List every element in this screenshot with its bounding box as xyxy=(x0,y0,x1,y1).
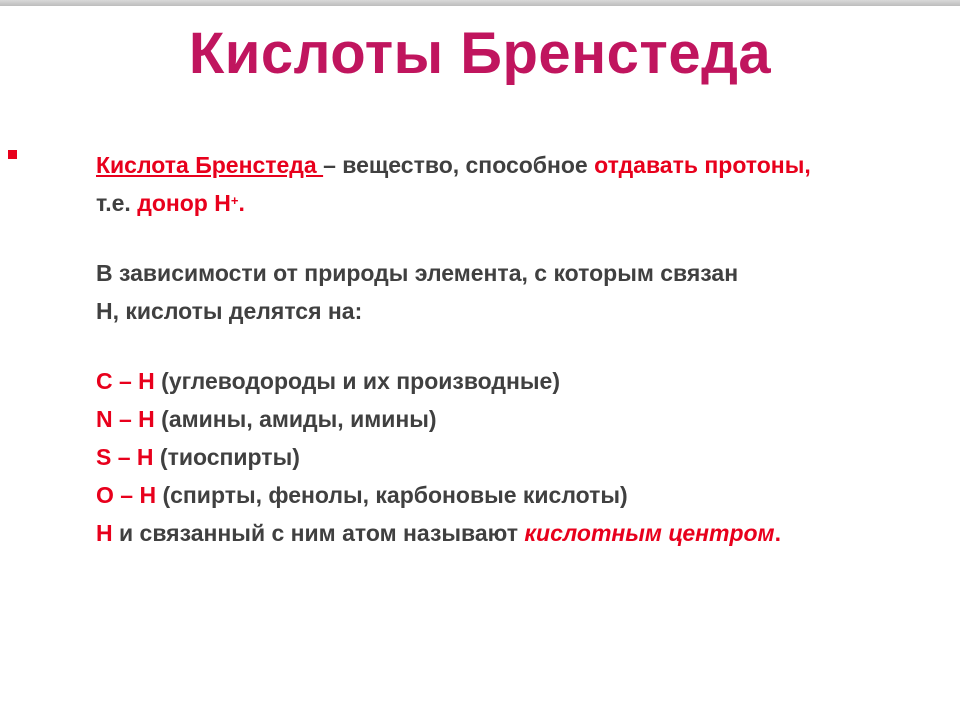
acid-type-row xyxy=(96,476,956,514)
conclusion-line xyxy=(96,514,956,552)
donor-text: донор Н xyxy=(137,190,231,216)
donor-end: . xyxy=(238,190,245,216)
dependence-line-1: В зависимости от природы элемента, с которым связан xyxy=(96,260,739,286)
top-bar xyxy=(0,0,960,6)
bullet-square-icon xyxy=(8,150,17,159)
definition-term: Кислота Бренстеда xyxy=(96,152,324,178)
conclusion-end: . xyxy=(774,520,781,546)
definition-line-1 xyxy=(96,146,956,184)
acid-type-desc: (амины, амиды, имины) xyxy=(154,406,437,432)
acid-type-row xyxy=(96,362,956,400)
acid-type-bond: S – Н xyxy=(96,444,154,470)
acid-center-term: кислотным центром xyxy=(524,520,775,546)
spacer xyxy=(96,330,956,362)
acid-type-desc: (углеводороды и их производные) xyxy=(154,368,560,394)
conclusion-middle: и связанный с ним атом называют xyxy=(112,520,525,546)
slide-title: Кислоты Бренстеда xyxy=(188,21,772,86)
definition-highlight: отдавать протоны, xyxy=(594,152,811,178)
acid-type-row xyxy=(96,400,956,438)
acid-type-bond: О – Н xyxy=(96,482,157,508)
acid-type-row xyxy=(96,438,956,476)
donor-superscript: + xyxy=(230,193,239,208)
acid-type-bond: N – Н xyxy=(96,406,155,432)
conclusion-h: Н xyxy=(96,520,113,546)
definition-dash-text: – вещество, способное xyxy=(323,152,595,178)
acid-type-desc: (спирты, фенолы, карбоновые кислоты) xyxy=(156,482,628,508)
definition-line-2 xyxy=(96,184,956,222)
slide-body xyxy=(96,146,956,552)
acid-type-desc: (тиоспирты) xyxy=(153,444,300,470)
dependence-line-2: Н, кислоты делятся на: xyxy=(96,298,363,324)
definition-line2-prefix: т.е. xyxy=(96,190,138,216)
spacer xyxy=(96,222,956,254)
acid-type-bond: С – Н xyxy=(96,368,155,394)
